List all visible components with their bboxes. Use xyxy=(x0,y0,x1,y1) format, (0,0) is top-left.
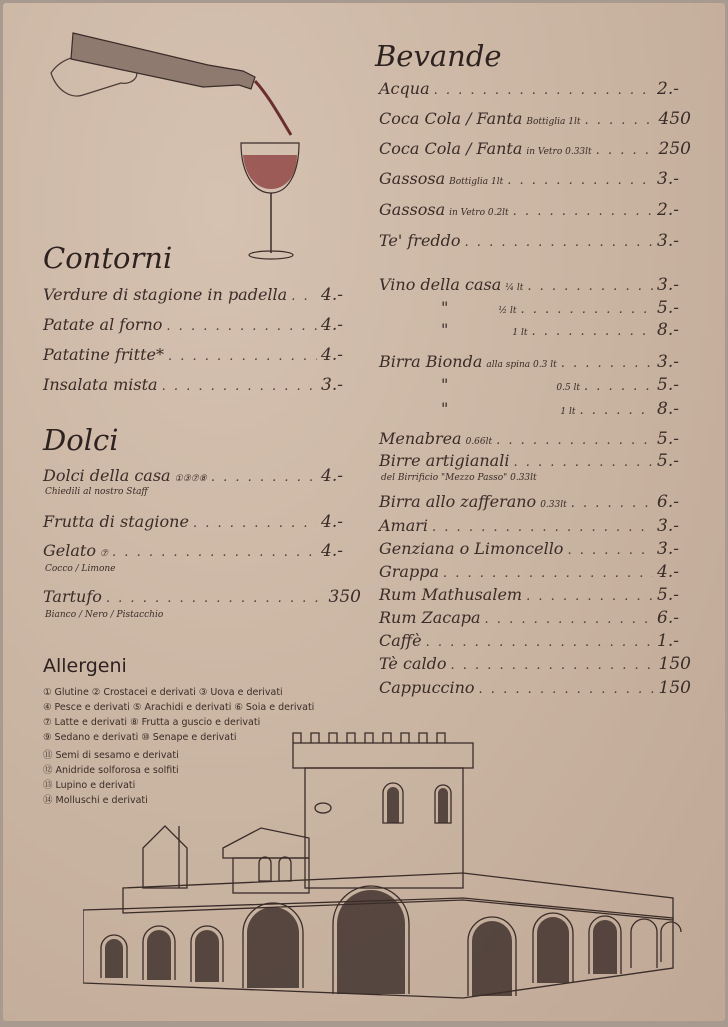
bevande-item: Caffè . . . 1.- xyxy=(379,631,679,651)
allergen-line: ⑨ Sedano e derivati ⑩ Senape e derivati xyxy=(43,732,237,743)
allergen-line: ① Glutine ② Crostacei e derivati ③ Uova e derivati xyxy=(43,687,283,698)
dolci-item: Frutta di stagione . . . 4.- xyxy=(43,512,343,532)
contorni-item: Patatine fritte* . . . 4.- xyxy=(43,345,343,365)
bevande-title: Bevande xyxy=(375,39,502,73)
bevande-item-subtitle: del Birrificio "Mezzo Passo" 0.33lt xyxy=(381,473,537,483)
menu-page xyxy=(3,3,725,1021)
bevande-item: Acqua . . . 2.- xyxy=(379,79,679,99)
bevande-item: Vino della casa ¼ lt . . . 3.- xyxy=(379,275,679,295)
bevande-item: Coca Cola / Fanta in Vetro 0.33lt . . . 250 xyxy=(379,139,691,159)
bevande-item: Gassosa Bottiglia 1lt . . . 3.- xyxy=(379,169,679,189)
bevande-item: Birra allo zafferano 0.33lt . . . 6.- xyxy=(379,492,679,512)
bevande-item: " 1 lt . . . 8.- xyxy=(441,399,679,419)
dolci-item: Dolci della casa ①③⑦⑧ . . . 4.- xyxy=(43,466,343,486)
bevande-item: Te' freddo . . . 3.- xyxy=(379,231,679,251)
dolci-item-subtitle: Cocco / Limone xyxy=(45,564,116,574)
bevande-item: Birra Bionda alla spina 0.3 lt . . . 3.- xyxy=(379,352,679,372)
wine-pour-illustration xyxy=(43,25,303,265)
contorni-title: Contorni xyxy=(43,241,173,275)
allergen-line: ⑭ Molluschi e derivati xyxy=(43,795,148,806)
contorni-item: Patate al forno . . . 4.- xyxy=(43,315,343,335)
bevande-item: Amari . . . 3.- xyxy=(379,516,679,536)
allergen-line: ⑦ Latte e derivati ⑧ Frutta a guscio e derivati xyxy=(43,717,261,728)
bevande-item: Coca Cola / Fanta Bottiglia 1lt . . . 450 xyxy=(379,109,691,129)
bevande-item: Genziana o Limoncello . . . 3.- xyxy=(379,539,679,559)
bevande-item: Birre artigianali . . . 5.- xyxy=(379,451,679,471)
bevande-item: " 1 lt . . . 8.- xyxy=(441,320,679,340)
bevande-item: Rum Mathusalem . . . 5.- xyxy=(379,585,679,605)
bevande-item: " 0.5 lt . . . 5.- xyxy=(441,375,679,395)
contorni-item: Verdure di stagione in padella . . . 4.- xyxy=(43,285,343,305)
bevande-item: Menabrea 0.66lt . . . 5.- xyxy=(379,429,679,449)
dolci-item-subtitle: Bianco / Nero / Pistacchio xyxy=(45,610,164,620)
allergen-line: ⑬ Lupino e derivati xyxy=(43,780,136,791)
bevande-item: Grappa . . . 4.- xyxy=(379,562,679,582)
bevande-item: Tè caldo . . . 150 xyxy=(379,654,691,674)
bevande-item: " ½ lt . . . 5.- xyxy=(441,298,679,318)
allergen-line: ⑪ Semi di sesamo e derivati xyxy=(43,750,179,761)
dolci-item: Gelato ⑦ . . . 4.- xyxy=(43,541,343,561)
dolci-item-subtitle: Chiedili al nostro Staff xyxy=(45,487,148,497)
dolci-title: Dolci xyxy=(43,423,119,457)
dolci-item: Tartufo . . . 350 xyxy=(43,587,361,607)
contorni-item: Insalata mista . . . 3.- xyxy=(43,375,343,395)
allergen-line: ④ Pesce e derivati ⑤ Arachidi e derivati ⑥ Soia e derivati xyxy=(43,702,315,713)
bevande-item: Rum Zacapa . . . 6.- xyxy=(379,608,679,628)
bevande-item: Gassosa in Vetro 0.2lt . . . 2.- xyxy=(379,200,679,220)
allergeni-title: Allergeni xyxy=(43,655,127,677)
allergen-line: ⑫ Anidride solforosa e solfiti xyxy=(43,765,179,776)
castle-building-illustration xyxy=(83,698,683,1018)
bevande-item: Cappuccino . . . 150 xyxy=(379,678,691,698)
